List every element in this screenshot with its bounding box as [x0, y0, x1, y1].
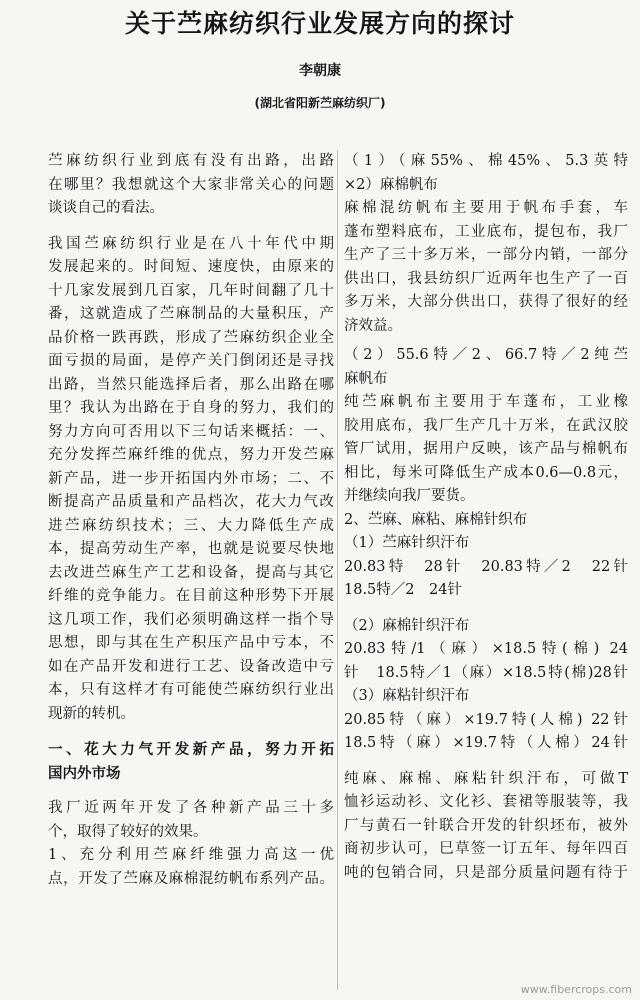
text-line: 我厂近两年开发了各种新产品三十多: [48, 800, 334, 816]
text-line: 管厂试用，据用户反映，该产品与棉帆布: [344, 441, 628, 457]
text-line: 生产了三十多万米，一部分内销，一部分: [344, 247, 628, 263]
text-line: 针 18.5特／1（麻）×18.5特(棉)28针: [344, 664, 628, 681]
text-line: 蓬布塑料底布，工业底布，提包布，我厂: [344, 223, 628, 240]
text-line: 恤衫运动衫、文化衫、套裙等服装等，我: [344, 794, 628, 810]
text-line: （1）苎麻针织汗布: [344, 535, 470, 551]
text-line: 出路，当然只能选择后者，那么出路在哪: [48, 376, 334, 393]
text-line: 20.83特/1（麻）×18.5特(棉) 24: [344, 641, 628, 657]
text-line: 多万米，大部分供出口，获得了很好的经: [344, 294, 628, 310]
text-line: 番，这就造成了苎麻制品的大量积压，产: [48, 306, 334, 322]
text-line: 18.5特／2 24针: [344, 582, 462, 598]
section-heading-line: 一、花大力气开发新产品，努力开拓: [48, 741, 334, 758]
paragraph-gap: [48, 726, 334, 738]
text-line: 如在产品开发和进行工艺、设备改造中亏: [48, 658, 334, 675]
text-line: 思想，即与其在生产积压产品中亏本，不: [48, 635, 334, 651]
text-line: 我国苎麻纺织行业是在八十年代中期: [48, 235, 334, 252]
text-line: 供出口，我县纺织厂近两年也生产了一百: [344, 270, 628, 287]
watermark: www.fibercrops.com: [520, 983, 632, 996]
text-line: 面亏损的局面，是停产关门倒闭还是寻找: [48, 353, 334, 369]
text-line: 个，取得了较好的效果。: [48, 823, 208, 840]
text-line: （1）（麻55%、棉45%、5.3英特: [344, 153, 628, 169]
text-line: 厂与黄石一针联合开发的针织坯布，被外: [344, 817, 628, 834]
text-line: 品价格一跌再跌，形成了苎麻纺织企业全: [48, 329, 334, 346]
text-line: 新产品，进一步开拓国内外市场；二、不: [48, 470, 334, 487]
text-line: 本，提高劳动生产率，也就是说要尽快地: [48, 541, 334, 557]
text-line: 发展起来的。时间短、速度快，由原来的: [48, 259, 334, 275]
text-line: 现新的转机。: [48, 705, 135, 722]
text-line: 18.5特（麻）×19.7特（人棉）24针: [344, 735, 628, 751]
text-line: 纤维的竞争能力。在目前这种形势下开展: [48, 588, 334, 604]
text-line: 1、充分利用苎麻纤维强力高这一优: [48, 847, 334, 863]
text-line: （3）麻粘针织汗布: [344, 688, 470, 704]
text-line: ×2）麻棉帆布: [344, 176, 438, 193]
column-divider: [337, 150, 338, 990]
paragraph-gap: [48, 785, 334, 797]
paragraph-gap: [344, 603, 628, 615]
text-line: 相比，每米可降低生产成本0.6—0.8元，: [344, 464, 628, 481]
text-line: 商初步认可，巳草签一订五年、每年四百: [344, 841, 628, 857]
text-line: 胶用底布，我厂生产几十万米，在武汉胶: [344, 417, 628, 434]
text-line: 努力方向可否用以下三句话来概括：一、: [48, 423, 334, 440]
text-line: 本，只有这样才有可能使苎麻纺织行业出: [48, 682, 334, 698]
text-line: 充分发挥苎麻纤维的优点，努力开发苎麻: [48, 447, 334, 463]
right-column: [344, 150, 628, 885]
section-heading-line: 国内外市场: [48, 764, 121, 782]
text-line: 谈谈自己的看法。: [48, 200, 164, 216]
text-line: 里？我认为出路在于自身的努力，我们的: [48, 400, 334, 416]
text-line: 吨的包销合同，只是部分质量问题有待于: [344, 864, 628, 881]
text-line: 麻帆布: [344, 370, 388, 387]
text-line: （2）麻棉针织汗布: [344, 617, 470, 634]
author-affiliation: (湖北省阳新苎麻纺织厂): [254, 96, 386, 110]
text-line: 点，开发了苎麻及麻棉混纺帆布系列产品。: [48, 870, 334, 887]
left-column: [48, 150, 334, 891]
text-line: 苎麻纺织行业到底有没有出路，出路: [48, 153, 334, 169]
text-line: 进苎麻纺织技术；三、大力降低生产成: [48, 517, 334, 534]
article-title: 关于苎麻纺织行业发展方向的探讨: [124, 9, 515, 38]
paragraph-gap: [344, 756, 628, 768]
author-name: 李朝康: [299, 63, 341, 79]
text-line: 在哪里？我想就这个大家非常关心的问题: [48, 176, 334, 193]
text-line: 并继续向我厂要货。: [344, 488, 475, 504]
text-line: 纯苎麻帆布主要用于车蓬布，工业橡: [344, 394, 628, 410]
text-line: 麻棉混纺帆布主要用于帆布手套，车: [344, 200, 628, 216]
text-line: 去改进苎麻生产工艺和设备，提高与其它: [48, 564, 334, 581]
text-line: 2、苎麻、麻粘、麻棉针织布: [344, 511, 528, 528]
paragraph-gap: [48, 221, 334, 233]
text-line: （2）55.6特／2、66.7特／2纯苎: [344, 347, 628, 363]
text-line: 20.83特 28针 20.83特／2 22针: [344, 558, 628, 575]
text-line: 断提高产品质量和产品档次，花大力气改: [48, 494, 334, 510]
text-line: 济效益。: [344, 317, 402, 334]
text-line: 这几项工作，我们必须明确这样一指个导: [48, 611, 334, 628]
text-line: 十几家发展到几百家，几年时间翻了几十: [48, 282, 334, 299]
text-line: 20.85特（麻）×19.7特(人棉) 22针: [344, 711, 628, 728]
text-line: 纯麻、麻棉、麻粘针织汗布，可做T: [344, 770, 628, 787]
